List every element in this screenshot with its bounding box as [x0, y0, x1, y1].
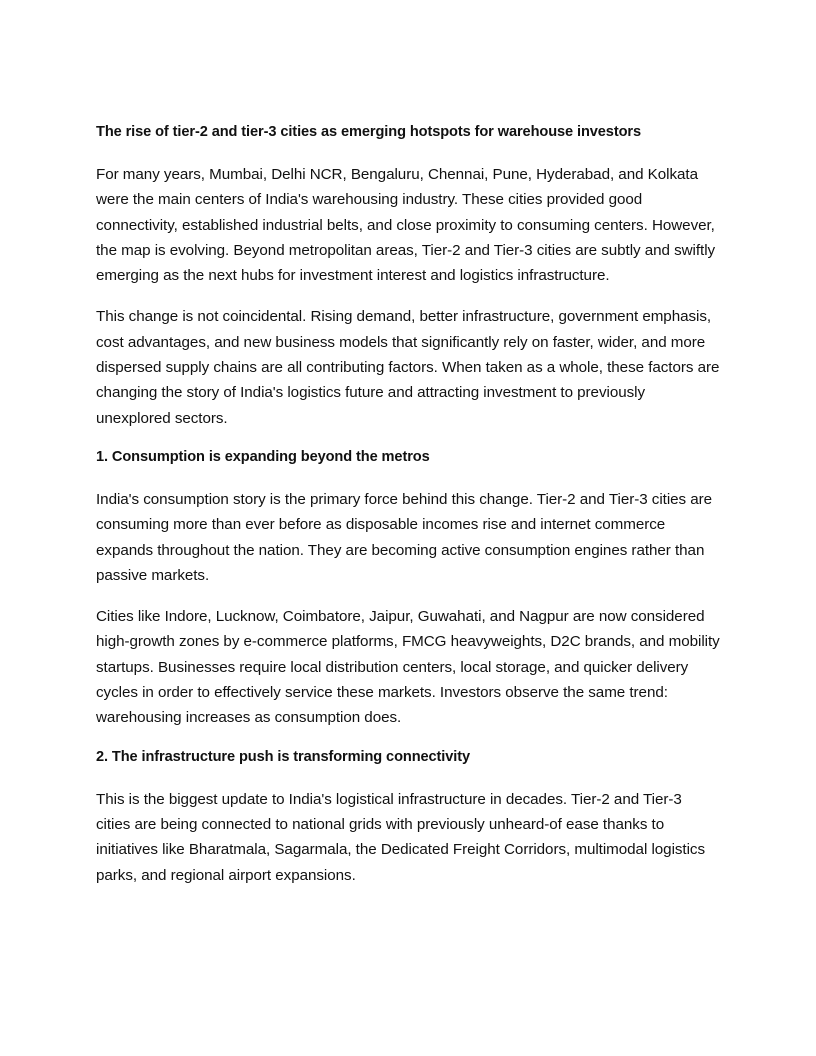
section-1-paragraph-1: India's consumption story is the primary force behind this change. Tier-2 and Tier-3 cities are consuming more than ever before as disposable incomes rise and internet commerce expands throughout the nation. They are becoming active consumption engines rather than passive markets. [96, 490, 713, 584]
document-title: The rise of tier-2 and tier-3 cities as emerging hotspots for warehouse investors [96, 124, 641, 140]
section-heading-consumption: 1. Consumption is expanding beyond the metros [96, 448, 430, 465]
section-1-paragraph-2: Cities like Indore, Lucknow, Coimbatore, Jaipur, Guwahati, and Nagpur are now considered high-growth zones by e-commerce platforms, FMCG heavyweights, D2C brands, and mobility startups. Businesses require local distribution centers, local storage, and quicker delivery cycles in order to effectively service these markets. Investors observe the same trend: warehousing increases as consumption does. [96, 608, 720, 727]
intro-paragraph-1: For many years, Mumbai, Delhi NCR, Bengaluru, Chennai, Pune, Hyderabad, and Kolkata were the main centers of India's warehousing industry. These cities provided good connectivity, established industrial belts, and close proximity to consuming centers. However, the map is evolving. Beyond metropolitan areas, Tier-2 and Tier-3 cities are subtly and swiftly emerging as the next hubs for investment interest and logistics infrastructure. [96, 166, 716, 285]
section-heading-infrastructure: 2. The infrastructure push is transforming connectivity [96, 748, 471, 765]
section-2-paragraph-1: This is the biggest update to India's logistical infrastructure in decades. Tier-2 and Tier-3 cities are being connected to national grids with previously unheard-of ease thanks to initiatives like Bharatmala, Sagarmala, the Dedicated Freight Corridors, multimodal logistics parks, and regional airport expansions. [96, 790, 706, 884]
intro-paragraph-2: This change is not coincidental. Rising demand, better infrastructure, government emphasis, cost advantages, and new business models that significantly rely on faster, wider, and more dispersed supply chains are all contributing factors. When taken as a whole, these factors are changing the story of India's logistics future and attracting investment to previously unexplored sectors. [96, 308, 720, 427]
